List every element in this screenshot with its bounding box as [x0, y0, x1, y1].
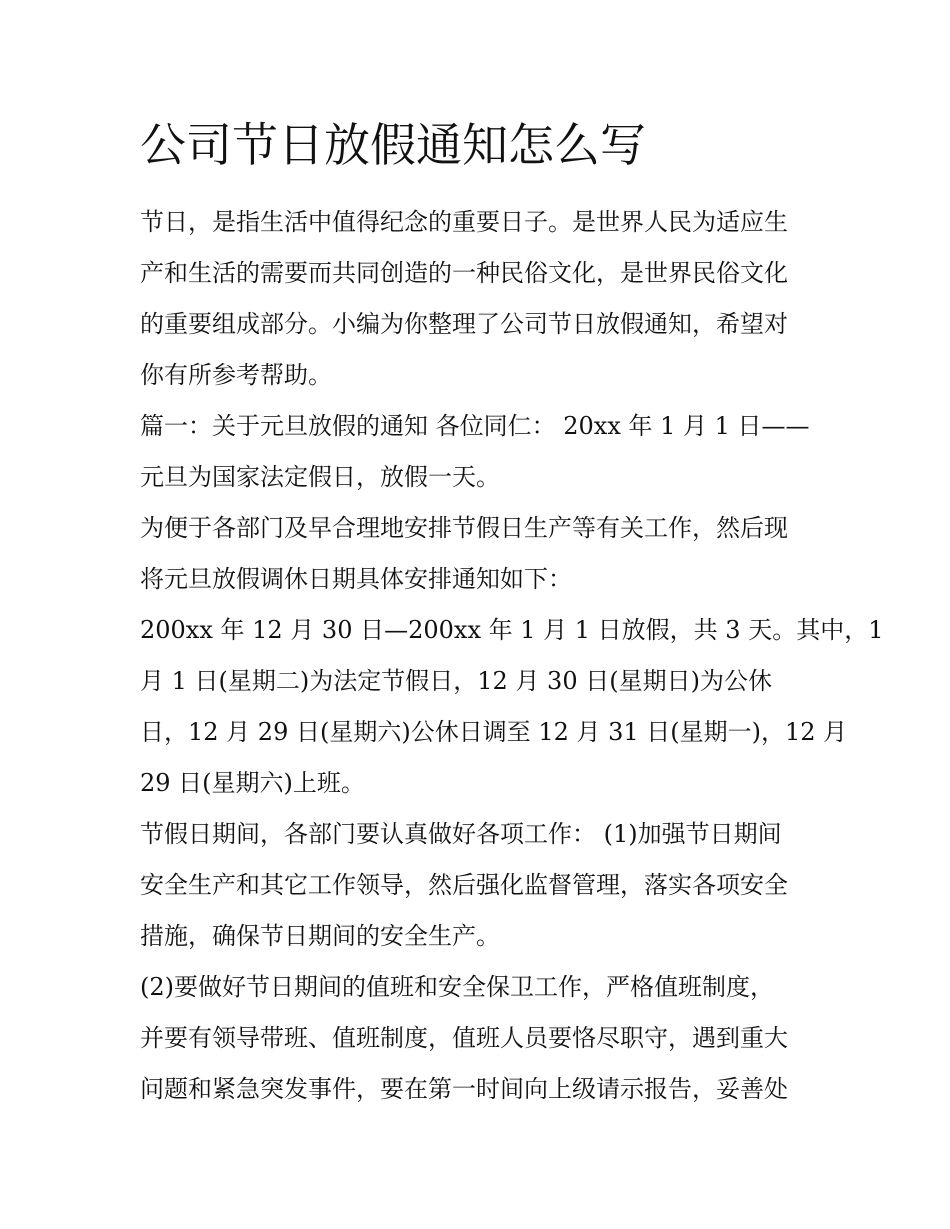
text-line: 元旦为国家法定假日，放假一天。: [140, 463, 500, 491]
text-line: (2)要做好节日期间的值班和安全保卫工作，严格值班制度，: [140, 973, 774, 1001]
text-line: 月 1 日(星期二)为法定节假日，12 月 30 日(星期日)为公休: [140, 667, 772, 695]
text-line: 将元旦放假调休日期具体安排通知如下：: [140, 565, 572, 593]
text-line: 的重要组成部分。小编为你整理了公司节日放假通知，希望对: [140, 310, 788, 338]
text-line: 节日，是指生活中值得纪念的重要日子。是世界人民为适应生: [140, 208, 788, 236]
text-line: 安全生产和其它工作领导，然后强化监督管理，落实各项安全: [140, 871, 788, 899]
text-line: 问题和紧急突发事件，要在第一时间向上级请示报告，妥善处: [140, 1075, 788, 1103]
text-line: 节假日期间，各部门要认真做好各项工作： (1)加强节日期间: [140, 820, 782, 848]
text-line: 并要有领导带班、值班制度，值班人员要恪尽职守，遇到重大: [140, 1024, 788, 1052]
text-line: 200xx 年 12 月 30 日—200xx 年 1 月 1 日放假，共 3 天。其中，1: [140, 616, 884, 644]
document-body: [140, 197, 884, 1115]
document-title: 公司节日放假通知怎么写: [140, 118, 646, 172]
text-line: 29 日(星期六)上班。: [140, 769, 365, 797]
text-line: 为便于各部门及早合理地安排节假日生产等有关工作，然后现: [140, 514, 788, 542]
text-line: 产和生活的需要而共同创造的一种民俗文化，是世界民俗文化: [140, 259, 788, 287]
text-line: 日，12 月 29 日(星期六)公休日调至 12 月 31 日(星期一)，12 月: [140, 718, 848, 746]
text-line: 你有所参考帮助。: [140, 361, 332, 389]
text-line: 篇一：关于元旦放假的通知 各位同仁： 20xx 年 1 月 1 日——: [140, 412, 810, 440]
text-line: 措施，确保节日期间的安全生产。: [140, 922, 500, 950]
